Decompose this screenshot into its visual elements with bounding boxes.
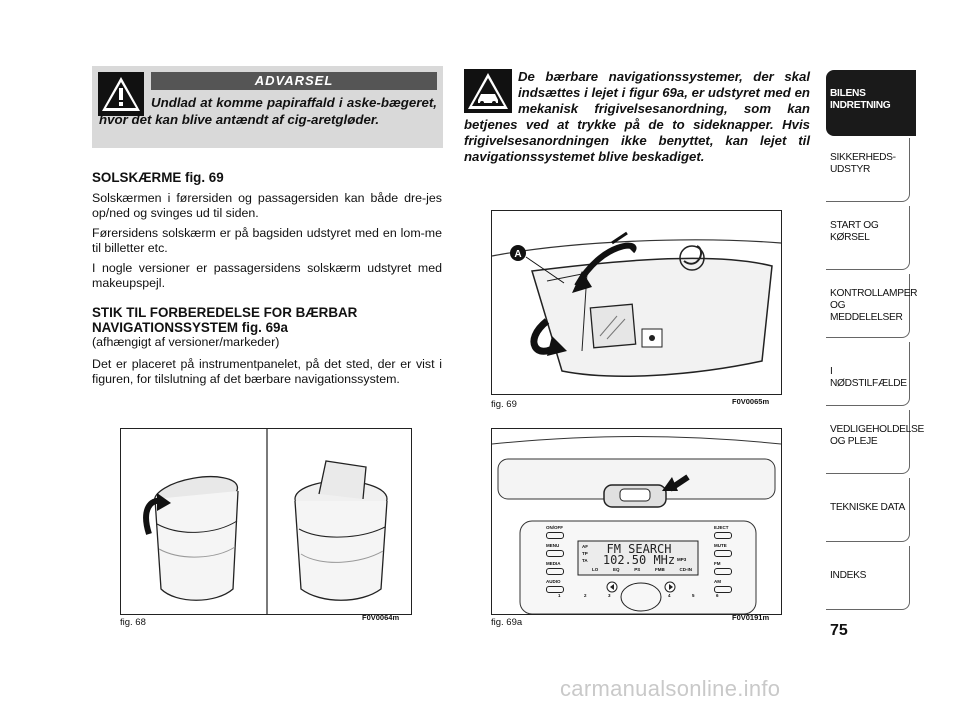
- figure-68: [120, 428, 412, 615]
- display-line: FM SEARCH: [606, 542, 672, 556]
- sun-visor-heading: SOLSKÆRME fig. 69: [92, 170, 224, 185]
- warning-label: ADVARSEL: [151, 72, 437, 90]
- display-left-labels: [582, 543, 588, 564]
- display-label: EQ: [612, 567, 620, 572]
- radio-right-buttons: [714, 525, 732, 593]
- paragraph: Det er placeret på instrumentpanelet, på det sted, der er vist i figuren, for tilslutning af det bærbare navigationssystem.: [92, 356, 442, 387]
- display-bottom-labels: [592, 567, 692, 572]
- display-label: TA: [582, 558, 588, 563]
- preset-4: 4: [668, 593, 671, 598]
- radio-button: [546, 532, 564, 539]
- radio-button-label: EJECT: [714, 525, 729, 530]
- paragraph: Førersidens solskærm er på bagsiden udstyret med en lom-me til billetter etc.: [92, 225, 442, 256]
- fig69a-code: F0V0191m: [732, 613, 770, 622]
- radio-button: [714, 586, 732, 593]
- radio-left-buttons: [546, 525, 564, 593]
- preset-1: 1: [558, 593, 561, 598]
- radio-button-label: AUDIO: [546, 579, 561, 584]
- tab-i-nodstilfaelde[interactable]: I NØDSTILFÆLDE: [826, 342, 910, 406]
- tab-sikkerhedsudstyr[interactable]: SIKKERHEDS-UDSTYR: [826, 138, 910, 202]
- radio-button: [546, 550, 564, 557]
- tab-bilens-indretning[interactable]: BILENS INDRETNING: [826, 70, 916, 136]
- fig68-caption: fig. 68: [120, 617, 146, 628]
- heading-line: NAVIGATIONSSYSTEM fig. 69a: [92, 320, 288, 336]
- tab-start-og-korsel[interactable]: START OG KØRSEL: [826, 206, 910, 270]
- fig69a-caption: fig. 69a: [491, 617, 523, 628]
- fig69-caption: fig. 69: [491, 399, 517, 410]
- display-label: LO: [592, 567, 599, 572]
- fig69-code: F0V0065m: [732, 397, 770, 406]
- radio-display: [580, 544, 698, 566]
- figure-69a: [491, 428, 782, 615]
- radio-button: [714, 568, 732, 575]
- radio-button: [714, 532, 732, 539]
- figure-69: [491, 210, 782, 395]
- display-mp3: MP3: [677, 557, 687, 562]
- preset-3: 3: [608, 593, 611, 598]
- preset-6: 6: [716, 593, 719, 598]
- tab-vedligeholdelse[interactable]: VEDLIGEHOLDELSE OG PLEJE: [826, 410, 910, 474]
- radio-button-label: ON/OFF: [546, 525, 563, 530]
- heading-line: STIK TIL FORBEREDELSE FOR BÆRBAR: [92, 305, 358, 321]
- radio-button-label: FM: [714, 561, 721, 566]
- radio-button-label: MUTE: [714, 543, 727, 548]
- fig68-code: F0V0064m: [362, 613, 400, 622]
- radio-button-label: MEDIA: [546, 561, 561, 566]
- radio-button: [546, 586, 564, 593]
- nav-socket-heading: [92, 305, 442, 335]
- display-label: TP: [582, 551, 588, 556]
- radio-button: [546, 568, 564, 575]
- watermark: carmanualsonline.info: [560, 676, 781, 701]
- tab-kontrollamper[interactable]: KONTROLLAMPER OG MEDDELELSER: [826, 274, 910, 338]
- nav-socket-subtitle: (afhængigt af versioner/markeder): [92, 335, 280, 350]
- tab-indeks[interactable]: INDEKS: [826, 546, 910, 610]
- note-text: [464, 69, 810, 165]
- label-a: A: [514, 249, 522, 260]
- radio-button-label: AM: [714, 579, 721, 584]
- display-label: AF: [582, 544, 588, 549]
- display-label: CD-IN: [679, 567, 692, 572]
- display-label: PS: [634, 567, 641, 572]
- radio-button: [714, 550, 732, 557]
- left-column-text: [92, 170, 442, 392]
- display-line: 102.50 MHz: [602, 553, 676, 567]
- page-number: 75: [830, 622, 848, 639]
- tab-tekniske-data[interactable]: TEKNISKE DATA: [826, 478, 910, 542]
- display-label: FMB: [654, 567, 665, 572]
- preset-2: 2: [584, 593, 587, 598]
- paragraph: I nogle versioner er passagersidens solskærm udstyret med makeupspejl.: [92, 260, 442, 291]
- paragraph: Solskærmen i førersiden og passagersiden kan både dre-jes op/ned og svinges ud til siden.: [92, 191, 442, 221]
- preset-5: 5: [692, 593, 695, 598]
- warning-text: Undlad at komme papiraffald i aske-bægeret, hvor det kan blive antændt af cig-aretgløder.: [99, 95, 437, 127]
- radio-button-label: MENU: [546, 543, 560, 548]
- note-body: De bærbare navigationssystemer, der skal indsættes i lejet i figur 69a, er udstyret med en mekanisk frigivelsesanordning, som kan betjenes ved at trykke på de to sideknapper. Hvis frigivelsesanordningen ikke benyttet, kan lejet til navigationssystemet blive beskadiget.: [464, 69, 810, 164]
